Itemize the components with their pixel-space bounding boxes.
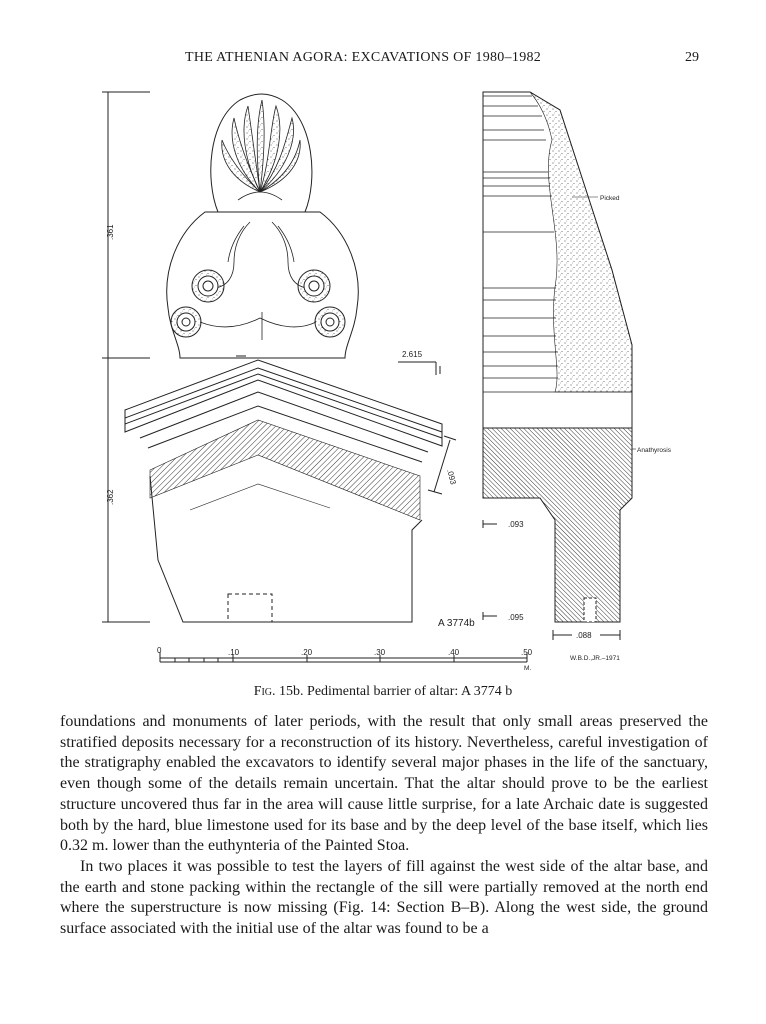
figure-caption	[0, 684, 766, 700]
running-head: THE ATHENIAN AGORA: EXCAVATIONS OF 1980–1982	[185, 50, 542, 65]
dim-projection: 2.615	[402, 350, 423, 359]
palmette-ornament	[167, 94, 359, 358]
dowel-hole	[584, 598, 596, 622]
paragraph-1: foundations and monuments of later periods, with the result that only small areas preserved the stratified deposits necessary for a reconstruction of its history. Nevertheless, careful investigation of the stratigraphy enabled the excavators to identify several major phases in the life of the sanctuary, even though some of the details remain uncertain. That the altar should prove to be the earliest structure uncovered thus far in the area will cause little surprise, for a late Archaic date is suggested both by the hard, blue limestone used for its base and by the deep level of the base itself, which lies 0.32 m. lower than the euthynteria of the Painted Stoa.	[60, 713, 708, 855]
scale-tick-2: .20	[301, 648, 313, 657]
dim-section-width: .088	[576, 631, 592, 640]
label-anathyrosis: Anathyrosis	[637, 447, 671, 454]
socket-outline	[228, 594, 272, 622]
scale-tick-1: .10	[228, 648, 240, 657]
scale-tick-3: .30	[374, 648, 386, 657]
scale-bar	[160, 652, 527, 662]
dim-height-lower: .362	[106, 489, 115, 505]
scale-tick-4: .40	[448, 648, 460, 657]
dim-height-upper: .361	[106, 224, 115, 240]
label-picked: Picked	[600, 195, 620, 202]
paragraph-2: In two places it was possible to test the layers of fill against the west side of the altar base, and the earth and stone packing within the rectangle of the sill were partially removed at the north end where the superstructure is now missing (Fig. 14: Section B–B). Along the west side, the ground surface associated with the initial use of the altar was found to be a	[60, 857, 708, 938]
scale-unit: M.	[524, 665, 532, 672]
body-text	[60, 712, 708, 940]
page-number: 29	[685, 50, 699, 65]
hatched-base	[483, 428, 632, 622]
caption-prefix: Fig.	[253, 684, 276, 699]
pediment-section	[483, 92, 636, 640]
dim-cornice-depth: .093	[445, 468, 458, 486]
scale-tick-5: .50	[521, 648, 533, 657]
dim-section-lower: .095	[508, 613, 524, 622]
scale-tick-0: 0	[157, 646, 162, 655]
caption-text: 15b. Pedimental barrier of altar: A 3774 b	[279, 684, 513, 699]
draftsman-credit: W.B.D.,JR.–1971	[570, 655, 620, 662]
dim-section-upper: .093	[508, 520, 524, 529]
inventory-number: A 3774b	[438, 618, 475, 629]
